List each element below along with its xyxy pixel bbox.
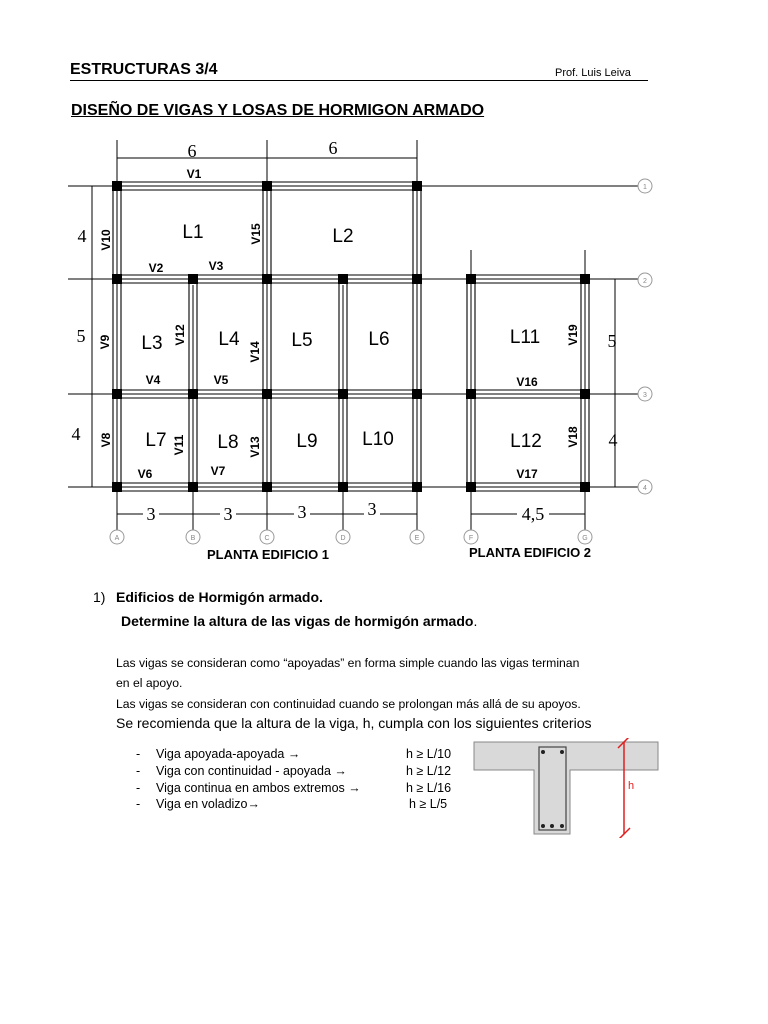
axis-col-g-label: G bbox=[582, 535, 588, 542]
axis-col-e-label: E bbox=[414, 535, 420, 542]
t-beam-section-sketch bbox=[472, 738, 662, 838]
beam-v5: V5 bbox=[213, 373, 229, 387]
criterion-1-label: Viga apoyada-apoyada → bbox=[156, 747, 301, 761]
slab-l6: L6 bbox=[368, 329, 390, 350]
slab-l5: L5 bbox=[291, 330, 313, 351]
dim-left-1: 4 bbox=[77, 226, 87, 246]
axis-row-4-label: 4 bbox=[643, 485, 647, 492]
beam-v10: V10 bbox=[99, 229, 113, 251]
dim-top-1: 6 bbox=[187, 141, 197, 161]
beam-v9: V9 bbox=[98, 334, 112, 350]
criterion-4-label: Viga en voladizo→ bbox=[156, 797, 261, 811]
axis-col-c-label: C bbox=[264, 535, 270, 542]
beam-v13: V13 bbox=[248, 436, 262, 458]
question-instruction-text: Determine la altura de las vigas de hormigón armado bbox=[121, 613, 474, 629]
slab-l12: L12 bbox=[510, 431, 542, 452]
criterion-4-value: h ≥ L/5 bbox=[409, 797, 448, 811]
header-rule bbox=[70, 80, 648, 81]
beam-v6: V6 bbox=[137, 467, 153, 481]
axis-col-b-label: B bbox=[190, 535, 196, 542]
floor-plans-drawing bbox=[0, 130, 768, 570]
slab-l8: L8 bbox=[217, 432, 239, 453]
professor-name: Prof. Luis Leiva bbox=[555, 67, 631, 79]
beam-v11: V11 bbox=[172, 434, 186, 456]
beam-v19: V19 bbox=[566, 324, 580, 346]
beam-v14: V14 bbox=[248, 341, 262, 363]
axis-col-d-label: D bbox=[340, 535, 346, 542]
paragraph-line-2: en el apoyo. bbox=[116, 676, 183, 690]
criterion-3-label: Viga continua en ambos extremos → bbox=[156, 781, 361, 795]
caption-building-2: PLANTA EDIFICIO 2 bbox=[468, 545, 592, 560]
dim-bottom-2: 3 bbox=[223, 504, 233, 524]
dim-bottom-4: 3 bbox=[367, 499, 377, 519]
criterion-4 bbox=[136, 797, 260, 811]
beam-v16: V16 bbox=[516, 375, 538, 389]
beam-v4: V4 bbox=[145, 373, 161, 387]
dim-left-3: 4 bbox=[71, 424, 81, 444]
paragraph-line-3: Las vigas se consideran con continuidad cuando se prolongan más allá de su apoyos. bbox=[116, 697, 581, 711]
criterion-3-dash: - bbox=[136, 781, 141, 795]
course-title: ESTRUCTURAS 3/4 bbox=[70, 61, 218, 78]
criterion-3 bbox=[136, 781, 361, 795]
slab-l9: L9 bbox=[296, 431, 318, 452]
criteria-values-clip bbox=[400, 740, 453, 820]
axis-row-1-label: 1 bbox=[643, 184, 647, 191]
slab-l3: L3 bbox=[141, 333, 163, 354]
dim-top-2: 6 bbox=[328, 138, 338, 158]
section-height-label: h bbox=[628, 780, 635, 792]
beam-v17: V17 bbox=[516, 467, 538, 481]
criterion-2-value: h ≥ L/12 bbox=[406, 764, 452, 778]
criterion-1-value: h ≥ L/10 bbox=[406, 747, 452, 761]
criterion-2 bbox=[136, 764, 347, 778]
criterion-2-label: Viga con continuidad - apoyada → bbox=[156, 764, 347, 778]
beam-v3: V3 bbox=[208, 259, 224, 273]
criterion-1 bbox=[136, 747, 300, 761]
question-instruction-end: . bbox=[473, 613, 478, 629]
slab-l2: L2 bbox=[332, 226, 354, 247]
axis-row-2-label: 2 bbox=[643, 278, 647, 285]
beam-v8: V8 bbox=[99, 432, 113, 448]
question-instruction bbox=[121, 613, 477, 629]
dim-bottom-3: 3 bbox=[297, 502, 307, 522]
beam-v15: V15 bbox=[249, 223, 263, 245]
beam-v7: V7 bbox=[210, 464, 226, 478]
slab-l10: L10 bbox=[362, 429, 394, 450]
beam-v12: V12 bbox=[173, 324, 187, 346]
axis-row-3-label: 3 bbox=[643, 392, 647, 399]
axis-col-f-label: F bbox=[468, 535, 474, 542]
criterion-1-dash: - bbox=[136, 747, 141, 761]
beam-v1: V1 bbox=[186, 167, 202, 181]
slab-l4: L4 bbox=[218, 329, 240, 350]
slab-l1: L1 bbox=[182, 222, 204, 243]
beam-v2: V2 bbox=[148, 261, 164, 275]
question-number: 1) bbox=[93, 589, 106, 605]
dim-bottom-b2: 4,5 bbox=[521, 504, 545, 524]
dim-left-2: 5 bbox=[76, 326, 86, 346]
criterion-4-dash: - bbox=[136, 797, 141, 811]
dim-bottom-1: 3 bbox=[146, 504, 156, 524]
paragraph-line-1: Las vigas se consideran como “apoyadas” en forma simple cuando las vigas terminan bbox=[116, 656, 580, 670]
criterion-2-dash: - bbox=[136, 764, 141, 778]
slab-l11: L11 bbox=[509, 327, 541, 348]
question-heading: Edificios de Hormigón armado. bbox=[116, 589, 323, 605]
recommendation-text: Se recomienda que la altura de la viga, h, cumpla con los siguientes criterios bbox=[116, 715, 592, 731]
dim-right-2: 4 bbox=[608, 430, 618, 450]
caption-building-1: PLANTA EDIFICIO 1 bbox=[206, 547, 330, 562]
dim-right-1: 5 bbox=[607, 331, 617, 351]
criterion-3-value: h ≥ L/16 bbox=[406, 781, 452, 795]
axis-col-a-label: A bbox=[114, 535, 120, 542]
beam-v18: V18 bbox=[566, 426, 580, 448]
document-title: DISEÑO DE VIGAS Y LOSAS DE HORMIGON ARMADO bbox=[71, 102, 485, 119]
slab-l7: L7 bbox=[145, 430, 167, 451]
